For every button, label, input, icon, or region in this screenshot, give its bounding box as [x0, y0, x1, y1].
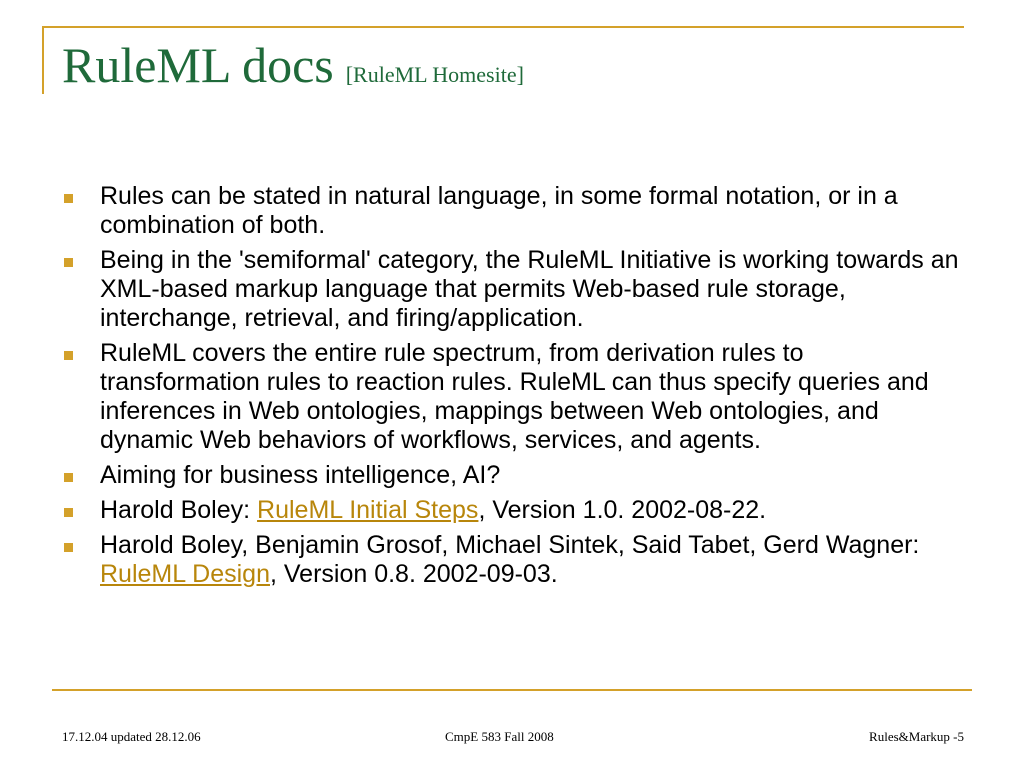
bullet-text: RuleML covers the entire rule spectrum, from derivation rules to transformation rules to reaction rules. RuleML can thus specify queries and inferences in Web ontologies, mappings between Web ontologies, and dynamic Web behaviors of workflows, services, and agents. — [100, 339, 929, 454]
bullet-item — [62, 461, 967, 490]
footer-course: CmpE 583 Fall 2008 — [445, 729, 554, 744]
footer-slide-number: Rules&Markup -5 — [869, 729, 964, 744]
square-bullet-icon — [64, 258, 73, 267]
bullet-text: Rules can be stated in natural language, in some formal notation, or in a combination of both. — [100, 182, 898, 239]
square-bullet-icon — [64, 508, 73, 517]
bullet-item — [62, 339, 967, 455]
slide-title-main: RuleML docs — [62, 37, 334, 93]
square-bullet-icon — [64, 473, 73, 482]
bullet-text-prefix: Harold Boley, Benjamin Grosof, Michael Sintek, Said Tabet, Gerd Wagner: — [100, 531, 920, 559]
bullet-item — [62, 496, 967, 525]
frame-left-rule — [42, 26, 44, 94]
frame-top-rule — [42, 26, 964, 28]
bullet-text-suffix: , Version 0.8. 2002-09-03. — [269, 560, 558, 588]
bullet-item — [62, 531, 967, 589]
bullet-text: Aiming for business intelligence, AI? — [100, 461, 501, 489]
bullet-text-prefix: Harold Boley: — [100, 496, 258, 524]
ruleml-initial-steps-link[interactable]: RuleML Initial Steps — [257, 496, 479, 524]
ruleml-design-link[interactable]: RuleML Design — [100, 560, 270, 588]
footer-rule — [52, 689, 972, 691]
square-bullet-icon — [64, 543, 73, 552]
bullet-text-suffix: , Version 1.0. 2002-08-22. — [478, 496, 767, 524]
bullet-item — [62, 182, 967, 240]
slide-title — [62, 37, 524, 93]
footer-date: 17.12.04 updated 28.12.06 — [62, 729, 201, 744]
slide-title-source: [RuleML Homesite] — [345, 62, 524, 87]
square-bullet-icon — [64, 351, 73, 360]
bullet-text: Being in the 'semiformal' category, the RuleML Initiative is working towards an XML-based markup language that permits Web-based rule storage, interchange, retrieval, and firing/application. — [100, 246, 959, 332]
bullet-item — [62, 246, 967, 333]
square-bullet-icon — [64, 194, 73, 203]
bullet-list — [62, 182, 967, 595]
